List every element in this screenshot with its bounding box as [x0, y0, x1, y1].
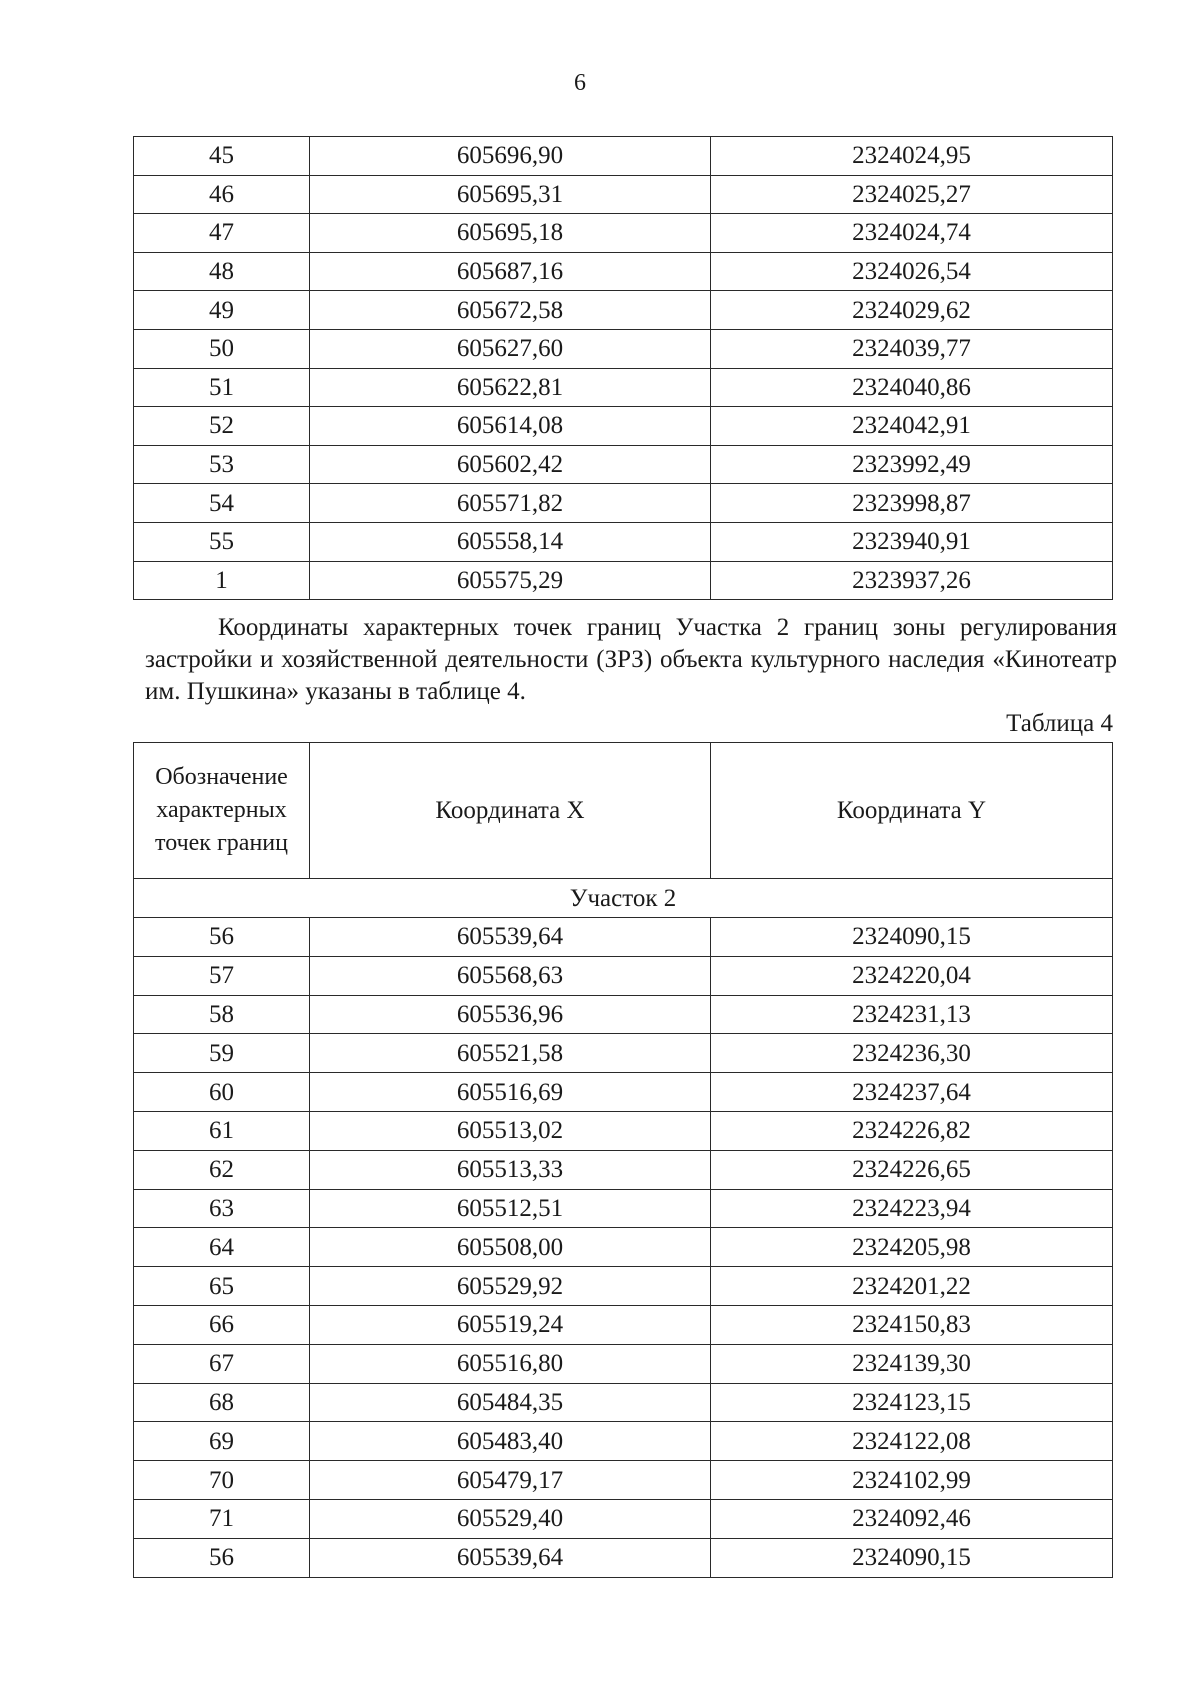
- coordinate-x-cell: 605529,40: [310, 1499, 711, 1538]
- coordinate-x-cell: 605508,00: [310, 1228, 711, 1267]
- table-row: [134, 1034, 1113, 1073]
- coordinates-table-3: [133, 136, 1113, 600]
- coordinate-x-cell: 605516,80: [310, 1344, 711, 1383]
- coordinate-y-cell: 2324220,04: [711, 956, 1113, 995]
- table-header-row: [134, 743, 1113, 879]
- coordinate-y-cell: 2324139,30: [711, 1344, 1113, 1383]
- table-row: [134, 1228, 1113, 1267]
- point-number-cell: 64: [134, 1228, 310, 1267]
- coordinate-y-cell: 2324024,74: [711, 214, 1113, 253]
- coordinate-x-cell: 605602,42: [310, 445, 711, 484]
- coordinate-x-cell: 605479,17: [310, 1461, 711, 1500]
- coordinate-x-cell: 605483,40: [310, 1422, 711, 1461]
- coordinate-x-cell: 605614,08: [310, 407, 711, 446]
- table-row: [134, 1073, 1113, 1112]
- table-row: [134, 445, 1113, 484]
- table-row: [134, 1189, 1113, 1228]
- description-paragraph: Координаты характерных точек границ Участка 2 границ зоны регулирования застройки и хозяйственной деятельности (ЗРЗ) объекта культурного наследия «Кинотеатр им. Пушкина» указаны в таблице 4.: [145, 614, 1117, 705]
- point-number-cell: 56: [134, 1538, 310, 1577]
- table-4-caption: Таблица 4: [1006, 710, 1113, 737]
- coordinate-x-cell: 605539,64: [310, 1538, 711, 1577]
- point-number-cell: 54: [134, 484, 310, 523]
- table-row: [134, 368, 1113, 407]
- point-number-cell: 67: [134, 1344, 310, 1383]
- header-point-designation: Обозначение характерных точек границ: [134, 743, 310, 879]
- coordinate-y-cell: 2324201,22: [711, 1267, 1113, 1306]
- table-row: [134, 522, 1113, 561]
- table-row: [134, 1267, 1113, 1306]
- table-row: [134, 137, 1113, 176]
- coordinate-y-cell: 2324090,15: [711, 918, 1113, 957]
- coordinate-x-cell: 605519,24: [310, 1305, 711, 1344]
- table-row: [134, 214, 1113, 253]
- table-row: [134, 291, 1113, 330]
- point-number-cell: 53: [134, 445, 310, 484]
- coordinate-y-cell: 2324102,99: [711, 1461, 1113, 1500]
- point-number-cell: 65: [134, 1267, 310, 1306]
- table-row: [134, 1111, 1113, 1150]
- page-number: 6: [574, 70, 586, 96]
- coordinate-y-cell: 2323937,26: [711, 561, 1113, 600]
- coordinate-x-cell: 605622,81: [310, 368, 711, 407]
- coordinate-y-cell: 2324123,15: [711, 1383, 1113, 1422]
- point-number-cell: 48: [134, 252, 310, 291]
- table-4-body: [134, 918, 1113, 1578]
- table-row: [134, 1499, 1113, 1538]
- point-number-cell: 46: [134, 175, 310, 214]
- coordinate-y-cell: 2324026,54: [711, 252, 1113, 291]
- point-number-cell: 51: [134, 368, 310, 407]
- coordinate-y-cell: 2323992,49: [711, 445, 1113, 484]
- coordinate-x-cell: 605529,92: [310, 1267, 711, 1306]
- table-row: [134, 1422, 1113, 1461]
- table-row: [134, 1538, 1113, 1577]
- point-number-cell: 55: [134, 522, 310, 561]
- coordinate-y-cell: 2324226,82: [711, 1111, 1113, 1150]
- table-row: [134, 1461, 1113, 1500]
- coordinate-y-cell: 2324237,64: [711, 1073, 1113, 1112]
- coordinate-x-cell: 605516,69: [310, 1073, 711, 1112]
- coordinate-y-cell: 2324150,83: [711, 1305, 1113, 1344]
- coordinate-x-cell: 605672,58: [310, 291, 711, 330]
- coordinate-x-cell: 605536,96: [310, 995, 711, 1034]
- point-number-cell: 62: [134, 1150, 310, 1189]
- table-row: [134, 175, 1113, 214]
- coordinate-y-cell: 2324236,30: [711, 1034, 1113, 1073]
- point-number-cell: 52: [134, 407, 310, 446]
- coordinate-y-cell: 2324090,15: [711, 1538, 1113, 1577]
- coordinate-y-cell: 2324226,65: [711, 1150, 1113, 1189]
- coordinate-y-cell: 2324040,86: [711, 368, 1113, 407]
- point-number-cell: 61: [134, 1111, 310, 1150]
- coordinate-y-cell: 2324231,13: [711, 995, 1113, 1034]
- coordinate-y-cell: 2324029,62: [711, 291, 1113, 330]
- coordinate-x-cell: 605539,64: [310, 918, 711, 957]
- point-number-cell: 60: [134, 1073, 310, 1112]
- coordinate-x-cell: 605568,63: [310, 956, 711, 995]
- coordinate-x-cell: 605575,29: [310, 561, 711, 600]
- coordinate-x-cell: 605687,16: [310, 252, 711, 291]
- coordinate-x-cell: 605512,51: [310, 1189, 711, 1228]
- table-row: [134, 1344, 1113, 1383]
- coordinate-x-cell: 605571,82: [310, 484, 711, 523]
- point-number-cell: 63: [134, 1189, 310, 1228]
- coordinate-y-cell: 2323998,87: [711, 484, 1113, 523]
- header-coordinate-x: Координата X: [310, 743, 711, 879]
- table-row: [134, 407, 1113, 446]
- coordinate-y-cell: 2324025,27: [711, 175, 1113, 214]
- coordinate-x-cell: 605696,90: [310, 137, 711, 176]
- point-number-cell: 56: [134, 918, 310, 957]
- coordinate-x-cell: 605695,31: [310, 175, 711, 214]
- table-row: [134, 1150, 1113, 1189]
- point-number-cell: 57: [134, 956, 310, 995]
- coordinate-x-cell: 605484,35: [310, 1383, 711, 1422]
- coordinate-x-cell: 605627,60: [310, 329, 711, 368]
- point-number-cell: 49: [134, 291, 310, 330]
- coordinate-y-cell: 2324205,98: [711, 1228, 1113, 1267]
- point-number-cell: 59: [134, 1034, 310, 1073]
- coordinate-y-cell: 2324039,77: [711, 329, 1113, 368]
- coordinate-y-cell: 2324122,08: [711, 1422, 1113, 1461]
- point-number-cell: 71: [134, 1499, 310, 1538]
- coordinate-y-cell: 2324024,95: [711, 137, 1113, 176]
- coordinate-x-cell: 605695,18: [310, 214, 711, 253]
- coordinate-y-cell: 2324223,94: [711, 1189, 1113, 1228]
- coordinate-x-cell: 605513,33: [310, 1150, 711, 1189]
- table-row: [134, 995, 1113, 1034]
- table-row: [134, 329, 1113, 368]
- section-label: Участок 2: [134, 879, 1113, 918]
- coordinate-x-cell: 605558,14: [310, 522, 711, 561]
- point-number-cell: 70: [134, 1461, 310, 1500]
- table-row: [134, 1305, 1113, 1344]
- table-row: [134, 918, 1113, 957]
- point-number-cell: 47: [134, 214, 310, 253]
- point-number-cell: 66: [134, 1305, 310, 1344]
- point-number-cell: 69: [134, 1422, 310, 1461]
- coordinate-y-cell: 2324042,91: [711, 407, 1113, 446]
- point-number-cell: 68: [134, 1383, 310, 1422]
- coordinate-y-cell: 2324092,46: [711, 1499, 1113, 1538]
- table-row: [134, 484, 1113, 523]
- header-coordinate-y: Координата Y: [711, 743, 1113, 879]
- coordinates-table-4: [133, 742, 1113, 1578]
- point-number-cell: 1: [134, 561, 310, 600]
- section-row: [134, 879, 1113, 918]
- table-3-body: [134, 137, 1113, 600]
- point-number-cell: 50: [134, 329, 310, 368]
- table-row: [134, 252, 1113, 291]
- coordinate-x-cell: 605521,58: [310, 1034, 711, 1073]
- table-row: [134, 1383, 1113, 1422]
- point-number-cell: 45: [134, 137, 310, 176]
- table-row: [134, 561, 1113, 600]
- point-number-cell: 58: [134, 995, 310, 1034]
- coordinate-x-cell: 605513,02: [310, 1111, 711, 1150]
- coordinate-y-cell: 2323940,91: [711, 522, 1113, 561]
- table-row: [134, 956, 1113, 995]
